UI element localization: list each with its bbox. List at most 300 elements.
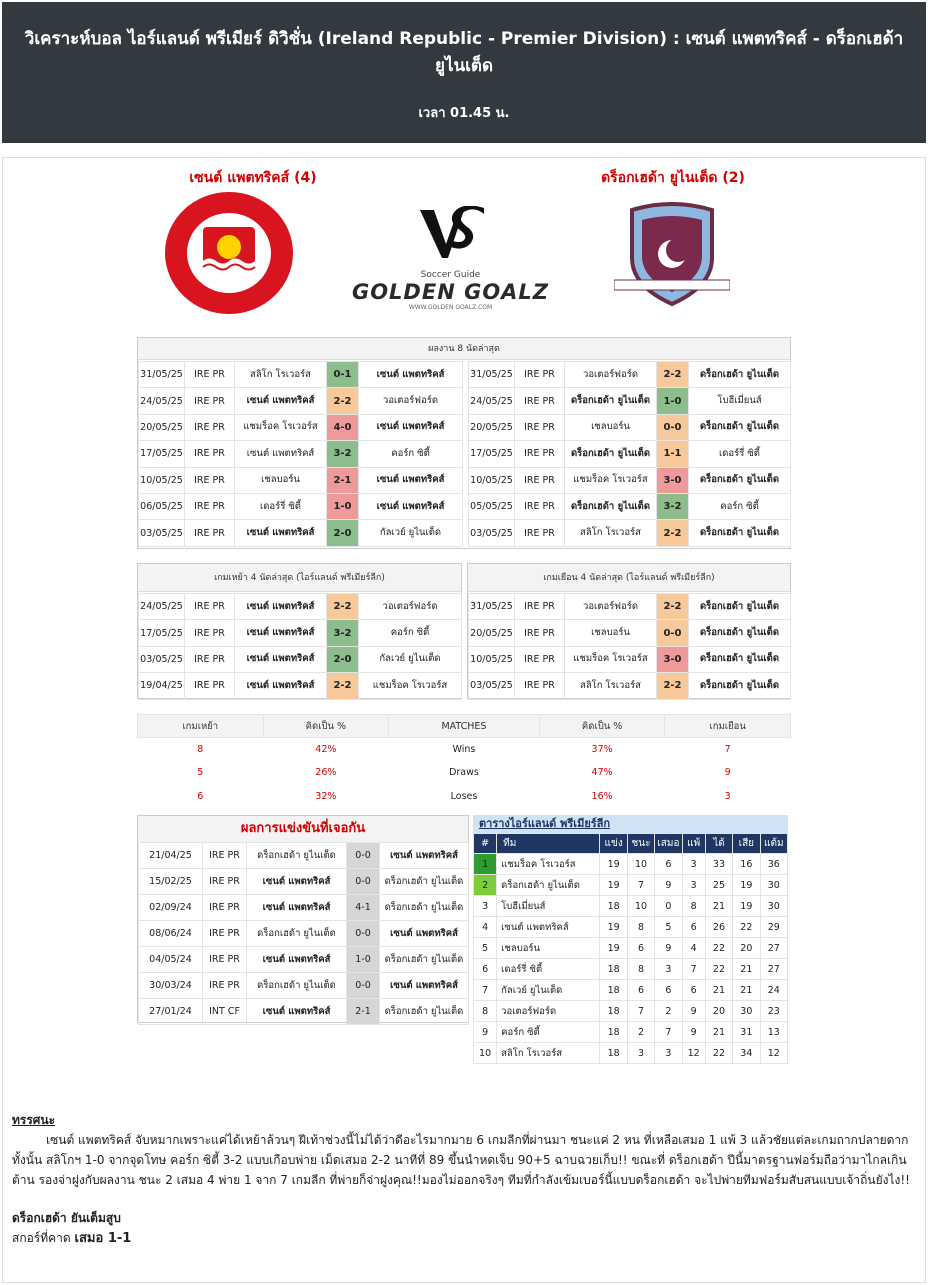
home-team: แชมร็อค โรเวอร์ส — [565, 467, 657, 493]
league-cell: 19 — [733, 896, 760, 917]
home-team: แชมร็อค โรเวอร์ส — [565, 646, 657, 672]
league-section — [473, 815, 788, 1064]
league-code: IRE PR — [515, 441, 565, 467]
league-cell: 13 — [760, 1022, 787, 1043]
league-cell: 3 — [682, 854, 705, 875]
league-code: IRE PR — [515, 388, 565, 414]
home-team: ดร็อกเฮด้า ยูไนเต็ด — [247, 921, 347, 947]
league-cell: 29 — [760, 917, 787, 938]
score: 2-2 — [657, 594, 689, 620]
league-team: เซนต์ แพตทริคส์ — [497, 917, 600, 938]
score: 3-0 — [657, 467, 689, 493]
match-date: 06/05/25 — [139, 493, 185, 519]
match-date: 02/09/24 — [139, 895, 203, 921]
league-cell: 4 — [474, 917, 497, 938]
stats-header: เกมเหย้า — [138, 715, 264, 738]
league-cell: 6 — [682, 917, 705, 938]
league-cell: 36 — [760, 854, 787, 875]
league-cell: 30 — [733, 1001, 760, 1022]
score: 2-2 — [327, 594, 359, 620]
league-cell: 7 — [627, 1001, 654, 1022]
away-team-logo — [614, 202, 730, 314]
home-team-logo — [163, 191, 295, 320]
last8-home-row — [139, 467, 463, 493]
last4-home-title: เกมเหย้า 4 นัดล่าสุด (ไอร์แลนด์ พรีเมียร์ลีก) — [138, 564, 461, 592]
league-cell: 21 — [733, 980, 760, 1001]
score: 1-1 — [657, 441, 689, 467]
stats-cell: 47% — [591, 767, 613, 779]
last4-home-row — [139, 673, 462, 699]
league-row — [474, 917, 788, 938]
score: 2-1 — [347, 999, 380, 1025]
away-team: คอร์ก ซิตี้ — [359, 620, 462, 646]
league-cell: 2 — [474, 875, 497, 896]
score: 0-0 — [347, 973, 380, 999]
league-header: ชนะ — [627, 834, 654, 854]
league-code: IRE PR — [515, 646, 565, 672]
away-team: แชมร็อค โรเวอร์ส — [359, 673, 462, 699]
away-team: เซนต์ แพตทริคส์ — [380, 921, 469, 947]
away-team: เซนต์ แพตทริคส์ — [359, 362, 463, 388]
league-code: IRE PR — [185, 441, 235, 467]
match-date: 17/05/25 — [139, 620, 185, 646]
away-team: โบฮีเมี่ยนส์ — [689, 388, 791, 414]
league-cell: 18 — [600, 980, 627, 1001]
h2h-row — [139, 973, 469, 999]
league-cell: 10 — [627, 896, 654, 917]
home-team: วอเตอร์ฟอร์ด — [565, 594, 657, 620]
league-row — [474, 959, 788, 980]
last8-home-table — [138, 361, 463, 547]
last4-home-row — [139, 646, 462, 672]
away-team: ดร็อกเฮด้า ยูไนเต็ด — [380, 999, 469, 1025]
home-team: เชลบอร์น — [565, 414, 657, 440]
league-row — [474, 1001, 788, 1022]
score-label: สกอร์ที่คาด — [12, 1231, 71, 1245]
home-team: ดร็อกเฮด้า ยูไนเต็ด — [247, 973, 347, 999]
league-code: IRE PR — [515, 594, 565, 620]
analysis-heading: ทรรศนะ — [12, 1113, 56, 1127]
league-code: IRE PR — [185, 362, 235, 388]
away-team: ดร็อกเฮด้า ยูไนเต็ด — [689, 414, 791, 440]
league-title[interactable]: ตารางไอร์แลนด์ พรีเมียร์ลีก — [473, 815, 788, 833]
last4-away-row — [469, 620, 791, 646]
golden-goalz-logo: Soccer Guide GOLDEN GOALZ WWW.GOLDEN GOALZ.COM — [351, 270, 550, 311]
score: 2-2 — [327, 673, 359, 699]
stats-cell: 6 — [197, 790, 204, 802]
home-team: แชมร็อค โรเวอร์ส — [235, 414, 327, 440]
league-code: IRE PR — [185, 646, 235, 672]
page-header — [2, 2, 926, 143]
league-team: สลิโก โรเวอร์ส — [497, 1043, 600, 1064]
match-date: 17/05/25 — [139, 441, 185, 467]
league-code: IRE PR — [515, 620, 565, 646]
stats-cell: 8 — [197, 744, 204, 755]
match-date: 24/05/25 — [139, 594, 185, 620]
home-team: ดร็อกเฮด้า ยูไนเต็ด — [565, 441, 657, 467]
league-code: IRE PR — [203, 843, 247, 869]
league-cell: 6 — [627, 938, 654, 959]
match-date: 20/05/25 — [469, 414, 515, 440]
stats-cell: 3 — [724, 790, 731, 802]
league-cell: 9 — [474, 1022, 497, 1043]
h2h-row — [139, 999, 469, 1025]
away-team: คอร์ก ซิตี้ — [689, 493, 791, 519]
score: 2-2 — [657, 362, 689, 388]
match-date: 10/05/25 — [139, 467, 185, 493]
away-team: เซนต์ แพตทริคส์ — [359, 414, 463, 440]
league-cell: 18 — [600, 959, 627, 980]
home-team: เซนต์ แพตทริคส์ — [247, 947, 347, 973]
league-cell: 6 — [682, 980, 705, 1001]
stats-cell: 42% — [315, 744, 337, 755]
league-cell: 7 — [627, 875, 654, 896]
page-title: วิเคราะห์บอล ไอร์แลนด์ พรีเมียร์ ดิวิชั่น (Ireland Republic - Premier Division) : เซนต์ แพตทริคส์ - ดร็อกเฮด้า ยูไนเต็ด — [24, 29, 904, 76]
league-cell: 7 — [474, 980, 497, 1001]
away-team: ดร็อกเฮด้า ยูไนเต็ด — [689, 646, 791, 672]
league-cell: 22 — [705, 938, 732, 959]
league-cell: 34 — [733, 1043, 760, 1064]
league-row — [474, 1043, 788, 1064]
league-cell: 23 — [760, 1001, 787, 1022]
last8-home-row — [139, 520, 463, 546]
league-team: คอร์ก ซิตี้ — [497, 1022, 600, 1043]
stats-cell: Wins — [452, 744, 476, 755]
league-code: IRE PR — [515, 673, 565, 699]
match-date: 20/05/25 — [469, 620, 515, 646]
match-date: 31/05/25 — [469, 594, 515, 620]
league-cell: 3 — [474, 896, 497, 917]
away-team: กัลเวย์ ยูไนเต็ด — [359, 646, 462, 672]
match-date: 24/05/25 — [139, 388, 185, 414]
match-date: 10/05/25 — [469, 467, 515, 493]
vs-icon — [418, 206, 490, 265]
score: 1-0 — [657, 388, 689, 414]
league-cell: 0 — [655, 896, 682, 917]
away-team: ดร็อกเฮด้า ยูไนเต็ด — [689, 620, 791, 646]
stats-row — [138, 761, 791, 785]
league-header: แข่ง — [600, 834, 627, 854]
score: 0-0 — [657, 620, 689, 646]
score: 0-0 — [347, 843, 380, 869]
last4-away-section — [467, 563, 791, 699]
league-row — [474, 854, 788, 875]
away-team: ดร็อกเฮด้า ยูไนเต็ด — [380, 895, 469, 921]
analysis-body: เซนต์ แพตทริคส์ จับหมากเพราะแค่ได้เหย้าล้วนๆ ฝีเท้าช่วงนี้ไม่ได้ว่าดีอะไรมากมาย 6 เกมลีกที่ผ่านมา ชนะแค่ 2 หน ที่เหลือเสมอ 1 แพ้ 3 แล้วชัยแต่ละเกมถากปลายดากทั้งนั้น สลิโกฯ 1-0 จากจุดโทษ คอร์ก ซิตี้ 3-2 แบบเกือบพ่าย เม็ดเสมอ 2-2 นาทีที่ 89 ขึ้นนำหดเจ็บ 90+5 ฉาบฉวยเก็บ!! ขณะที่ ดร็อกเฮด้า ปีนี้มาตรฐานฟอร์มถือว่ามาไกลเกินต้าน รองจ่าฝูงกับผลงาน ชนะ 2 เสมอ 4 พ่าย 1 จาก 7 เกมลีก ที่พ่ายก็จ่าฝูงคุณ!!มองไม่ออกจริงๆ ทีมที่กำลังเข้มเบอร์นี้แบบดร็อกเฮด้า จะไปพ่ายทีมฟอร์มสับสนแบบเจ้าถิ่นยังไง!! — [12, 1133, 910, 1187]
league-code: IRE PR — [185, 414, 235, 440]
last4-away-table — [468, 593, 791, 700]
home-team: เซนต์ แพตทริคส์ — [235, 388, 327, 414]
league-row — [474, 938, 788, 959]
home-team: เซนต์ แพตทริคส์ — [235, 620, 327, 646]
score: 0-0 — [657, 414, 689, 440]
home-team: เซนต์ แพตทริคส์ — [247, 999, 347, 1025]
away-team: เซนต์ แพตทริคส์ — [380, 973, 469, 999]
home-team: เซนต์ แพตทริคส์ — [247, 895, 347, 921]
league-team: วอเตอร์ฟอร์ด — [497, 1001, 600, 1022]
last8-away-row — [469, 493, 791, 519]
league-cell: 9 — [682, 1001, 705, 1022]
stats-table — [137, 714, 791, 808]
league-cell: 7 — [682, 959, 705, 980]
score: 3-2 — [657, 493, 689, 519]
away-team: ดร็อกเฮด้า ยูไนเต็ด — [689, 594, 791, 620]
last8-away-table — [468, 361, 791, 547]
score: 0-0 — [347, 921, 380, 947]
away-team: เดอร์รี่ ซิตี้ — [689, 441, 791, 467]
last8-away-row — [469, 388, 791, 414]
league-header-row — [474, 834, 788, 854]
match-date: 03/05/25 — [139, 520, 185, 546]
last8-away-row — [469, 520, 791, 546]
score: 2-0 — [327, 646, 359, 672]
stats-header: MATCHES — [389, 715, 540, 738]
league-code: IRE PR — [185, 673, 235, 699]
league-cell: 7 — [655, 1022, 682, 1043]
league-cell: 19 — [600, 938, 627, 959]
home-team: เซนต์ แพตทริคส์ — [235, 594, 327, 620]
league-table — [473, 833, 788, 1064]
league-cell: 8 — [682, 896, 705, 917]
league-team: เชลบอร์น — [497, 938, 600, 959]
league-code: IRE PR — [203, 921, 247, 947]
league-cell: 25 — [705, 875, 732, 896]
league-header: แต้ม — [760, 834, 787, 854]
league-cell: 9 — [655, 875, 682, 896]
score: 2-1 — [327, 467, 359, 493]
league-header: ทีม — [497, 834, 600, 854]
away-team: กัลเวย์ ยูไนเต็ด — [359, 520, 463, 546]
match-date: 31/05/25 — [469, 362, 515, 388]
league-cell: 16 — [733, 854, 760, 875]
league-header: เสีย — [733, 834, 760, 854]
match-date: 24/05/25 — [469, 388, 515, 414]
league-code: IRE PR — [185, 620, 235, 646]
score: 3-2 — [327, 441, 359, 467]
h2h-section — [137, 815, 469, 1023]
league-cell: 9 — [655, 938, 682, 959]
away-team: วอเตอร์ฟอร์ด — [359, 388, 463, 414]
away-team: ดร็อกเฮด้า ยูไนเต็ด — [380, 869, 469, 895]
stats-cell: 9 — [724, 767, 731, 779]
league-cell: 22 — [705, 959, 732, 980]
home-team: ดร็อกเฮด้า ยูไนเต็ด — [565, 493, 657, 519]
league-code: IRE PR — [203, 895, 247, 921]
away-team: ดร็อกเฮด้า ยูไนเต็ด — [689, 362, 791, 388]
home-team: สลิโก โรเวอร์ส — [565, 520, 657, 546]
league-code: IRE PR — [203, 973, 247, 999]
match-date: 08/06/24 — [139, 921, 203, 947]
home-team: เชลบอร์น — [235, 467, 327, 493]
league-code: IRE PR — [515, 520, 565, 546]
score: 4-1 — [347, 895, 380, 921]
away-team-name: ดร็อกเฮด้า ยูไนเต็ด (2) — [601, 170, 745, 186]
match-date: 10/05/25 — [469, 646, 515, 672]
league-row — [474, 980, 788, 1001]
score: 0-1 — [327, 362, 359, 388]
away-team: ดร็อกเฮด้า ยูไนเต็ด — [380, 947, 469, 973]
stats-row — [138, 785, 791, 809]
league-row — [474, 1022, 788, 1043]
league-cell: 12 — [760, 1043, 787, 1064]
score: 1-0 — [347, 947, 380, 973]
stats-cell: Draws — [449, 767, 479, 779]
league-code: IRE PR — [185, 388, 235, 414]
kickoff-time: เวลา 01.45 น. — [418, 106, 510, 121]
home-team: เซนต์ แพตทริคส์ — [235, 673, 327, 699]
league-cell: 3 — [655, 1043, 682, 1064]
h2h-row — [139, 869, 469, 895]
league-cell: 22 — [705, 1043, 732, 1064]
league-code: INT CF — [203, 999, 247, 1025]
h2h-row — [139, 895, 469, 921]
league-cell: 20 — [733, 938, 760, 959]
match-date: 05/05/25 — [469, 493, 515, 519]
league-cell: 2 — [627, 1022, 654, 1043]
home-team: เซนต์ แพตทริคส์ — [235, 520, 327, 546]
stats-cell: Loses — [450, 790, 478, 802]
stats-cell: 7 — [724, 744, 731, 755]
league-code: IRE PR — [515, 467, 565, 493]
away-team: เซนต์ แพตทริคส์ — [380, 843, 469, 869]
h2h-table — [138, 842, 469, 1025]
last4-home-row — [139, 594, 462, 620]
away-team: ดร็อกเฮด้า ยูไนเต็ด — [689, 673, 791, 699]
league-cell: 26 — [705, 917, 732, 938]
match-date: 30/03/24 — [139, 973, 203, 999]
league-cell: 18 — [600, 1001, 627, 1022]
stats-cell: 5 — [197, 767, 204, 779]
last8-title: ผลงาน 8 นัดล่าสุด — [138, 338, 790, 360]
away-team: ดร็อกเฮด้า ยูไนเต็ด — [689, 520, 791, 546]
match-date: 19/04/25 — [139, 673, 185, 699]
away-team: เซนต์ แพตทริคส์ — [359, 493, 463, 519]
score: 2-2 — [657, 520, 689, 546]
last4-away-row — [469, 646, 791, 672]
match-date: 27/01/24 — [139, 999, 203, 1025]
stats-header: คิดเป็น % — [539, 715, 665, 738]
match-date: 03/05/25 — [469, 520, 515, 546]
match-date: 20/05/25 — [139, 414, 185, 440]
away-team: เซนต์ แพตทริคส์ — [359, 467, 463, 493]
analysis-section — [12, 1110, 917, 1249]
home-team: เซนต์ แพตทริคส์ — [247, 869, 347, 895]
home-team: ดร็อกเฮด้า ยูไนเต็ด — [565, 388, 657, 414]
home-team: สลิโก โรเวอร์ส — [235, 362, 327, 388]
analysis-pick: ดร็อกเฮด้า ยันเต็มสูบ — [12, 1211, 121, 1225]
stats-cell: 32% — [315, 790, 337, 802]
league-header: ได้ — [705, 834, 732, 854]
stats-header: คิดเป็น % — [263, 715, 389, 738]
home-team: สลิโก โรเวอร์ส — [565, 673, 657, 699]
league-code: IRE PR — [185, 594, 235, 620]
last8-away-row — [469, 414, 791, 440]
score: 3-2 — [327, 620, 359, 646]
league-cell: 19 — [600, 917, 627, 938]
league-cell: 19 — [600, 875, 627, 896]
league-cell: 22 — [733, 917, 760, 938]
h2h-row — [139, 843, 469, 869]
league-code: IRE PR — [203, 869, 247, 895]
league-cell: 19 — [600, 854, 627, 875]
away-team: คอร์ก ซิตี้ — [359, 441, 463, 467]
league-cell: 3 — [682, 875, 705, 896]
league-cell: 10 — [474, 1043, 497, 1064]
league-cell: 6 — [655, 854, 682, 875]
league-header: เสมอ — [655, 834, 682, 854]
league-cell: 6 — [474, 959, 497, 980]
h2h-title: ผลการแข่งขันที่เจอกัน — [138, 816, 468, 842]
home-team: เชลบอร์น — [565, 620, 657, 646]
last4-home-row — [139, 620, 462, 646]
league-cell: 20 — [705, 1001, 732, 1022]
away-team: วอเตอร์ฟอร์ด — [359, 594, 462, 620]
league-header: แพ้ — [682, 834, 705, 854]
league-cell: 24 — [760, 980, 787, 1001]
score: 2-2 — [657, 673, 689, 699]
last8-away-row — [469, 467, 791, 493]
league-cell: 30 — [760, 875, 787, 896]
stats-cell: 26% — [315, 767, 337, 779]
last8-home-row — [139, 493, 463, 519]
score: 2-0 — [327, 520, 359, 546]
match-date: 15/02/25 — [139, 869, 203, 895]
match-date: 17/05/25 — [469, 441, 515, 467]
last8-away-row — [469, 441, 791, 467]
home-team: เซนต์ แพตทริคส์ — [235, 441, 327, 467]
score: 3-0 — [657, 646, 689, 672]
league-cell: 1 — [474, 854, 497, 875]
last4-home-table — [138, 593, 462, 700]
last4-away-title: เกมเยือน 4 นัดล่าสุด (ไอร์แลนด์ พรีเมียร์ลีก) — [468, 564, 790, 592]
last8-section — [137, 337, 791, 549]
home-team: เซนต์ แพตทริคส์ — [235, 646, 327, 672]
league-code: IRE PR — [185, 493, 235, 519]
league-header: # — [474, 834, 497, 854]
league-cell: 6 — [627, 980, 654, 1001]
league-team: โบฮีเมี่ยนส์ — [497, 896, 600, 917]
league-cell: 27 — [760, 938, 787, 959]
league-team: กัลเวย์ ยูไนเต็ด — [497, 980, 600, 1001]
league-code: IRE PR — [185, 467, 235, 493]
away-team: ดร็อกเฮด้า ยูไนเต็ด — [689, 467, 791, 493]
last4-away-row — [469, 673, 791, 699]
league-cell: 21 — [705, 896, 732, 917]
league-code: IRE PR — [515, 362, 565, 388]
league-cell: 6 — [655, 980, 682, 1001]
match-date: 21/04/25 — [139, 843, 203, 869]
league-team: ดร็อกเฮด้า ยูไนเต็ด — [497, 875, 600, 896]
league-cell: 21 — [705, 1022, 732, 1043]
last4-away-row — [469, 594, 791, 620]
stats-header-row — [138, 715, 791, 738]
match-date: 03/05/25 — [139, 646, 185, 672]
league-code: IRE PR — [515, 414, 565, 440]
score: 0-0 — [347, 869, 380, 895]
league-cell: 21 — [733, 959, 760, 980]
league-cell: 3 — [627, 1043, 654, 1064]
league-cell: 27 — [760, 959, 787, 980]
league-code: IRE PR — [203, 947, 247, 973]
league-cell: 18 — [600, 1043, 627, 1064]
league-code: IRE PR — [185, 520, 235, 546]
home-team-name: เซนต์ แพตทริคส์ (4) — [189, 170, 317, 186]
last8-home-row — [139, 362, 463, 388]
stats-cell: 16% — [591, 790, 613, 802]
stats-row — [138, 738, 791, 762]
league-cell: 31 — [733, 1022, 760, 1043]
last8-away-row — [469, 362, 791, 388]
